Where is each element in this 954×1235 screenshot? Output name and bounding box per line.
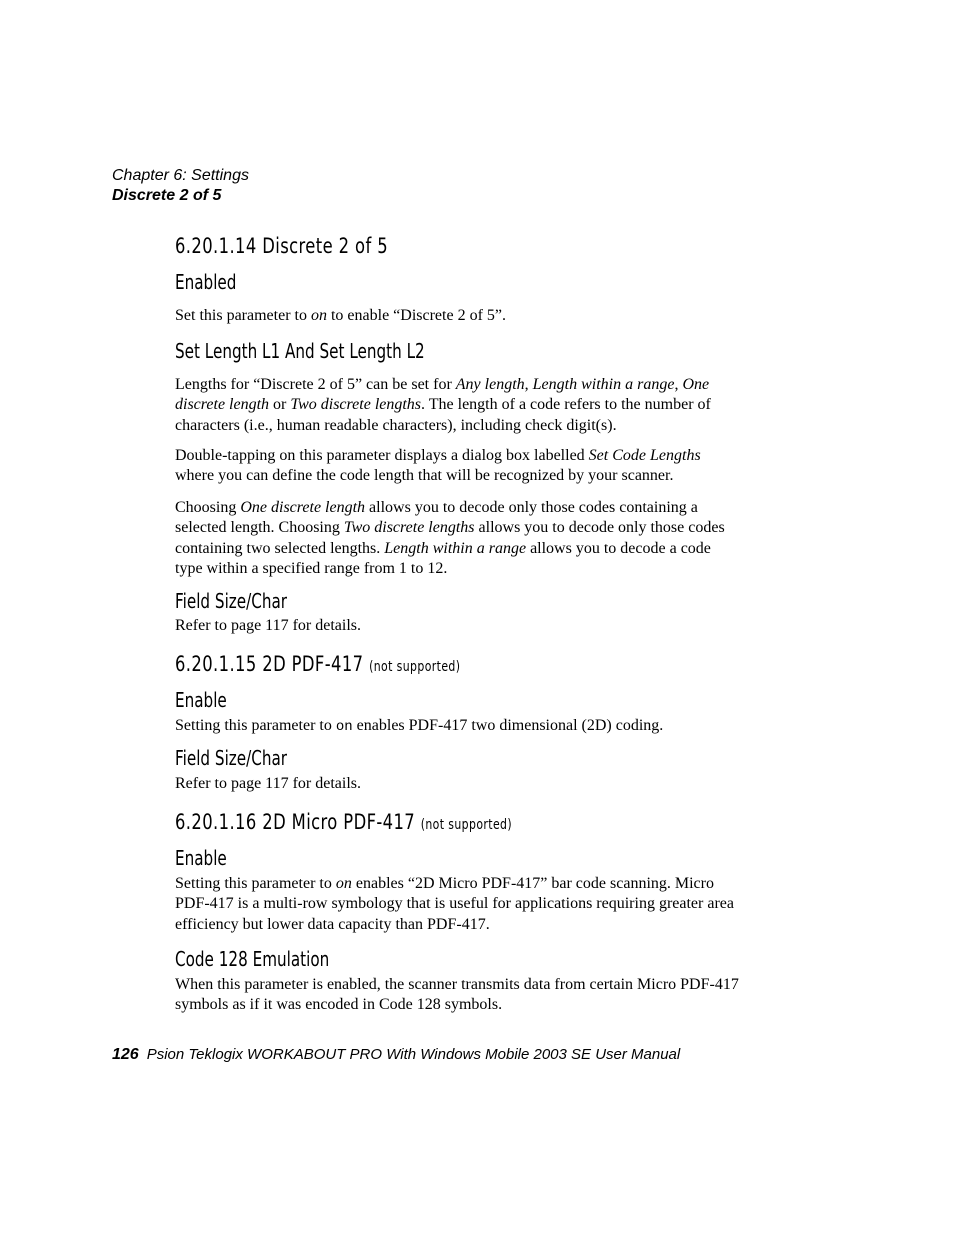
not-supported-note: (not supported) [420, 817, 513, 833]
subheading-enable: Enable [175, 846, 227, 870]
subheading-enable: Enable [175, 688, 227, 712]
subheading-field-size: Field Size/Char [175, 746, 288, 770]
paragraph-set-length-2: Double-tapping on this parameter displays a dialog box labelled Set Code Lengths where you can define the code length that will be recognized by your scanner. [175, 447, 701, 485]
section-title: 6.20.1.14 Discrete 2 of 5 [175, 234, 389, 258]
section-heading-6-20-1-15: 6.20.1.15 2D PDF-417 (not supported) [175, 652, 461, 676]
not-supported-note: (not supported) [369, 659, 461, 675]
section-heading-6-20-1-16: 6.20.1.16 2D Micro PDF-417 (not supported) [175, 810, 513, 834]
page-footer [112, 1046, 680, 1064]
manual-title: Psion Teklogix WORKABOUT PRO With Windows Mobile 2003 SE User Manual [146, 1046, 681, 1063]
subheading-field-size: Field Size/Char [175, 589, 288, 613]
subheading-enabled: Enabled [175, 270, 237, 294]
paragraph-enable-micro-pdf417: Setting this parameter to on enables “2D Micro PDF-417” bar code scanning. Micro PDF-417 is a multi-row symbology that is useful for applications requiring greater area efficiency but lower data capacity than PDF-417. [175, 875, 734, 933]
paragraph-set-length-3: Choosing One discrete length allows you to decode only those codes containing a selected length. Choosing Two discrete lengths allows you to decode only those codes containing two selected lengths. Length within a range allows you to decode a code type within a specified range from 1 to 12. [175, 499, 725, 577]
subheading-set-length: Set Length L1 And Set Length L2 [175, 339, 425, 363]
paragraph-set-length-1: Lengths for “Discrete 2 of 5” can be set for Any length, Length within a range, One discrete length or Two discrete lengths. The length of a code refers to the number of characters (i.e., human readable characters), including check digit(s). [175, 376, 711, 434]
paragraph-code128-emulation: When this parameter is enabled, the scanner transmits data from certain Micro PDF-417 symbols as if it was encoded in Code 128 symbols. [175, 976, 739, 1014]
running-header-section: Discrete 2 of 5 [112, 187, 222, 204]
section-heading-6-20-1-14 [175, 234, 388, 258]
running-header-chapter: Chapter 6: Settings [112, 167, 249, 184]
paragraph-enable-pdf417: Setting this parameter to on enables PDF-417 two dimensional (2D) coding. [175, 717, 664, 735]
paragraph-field-size: Refer to page 117 for details. [175, 775, 362, 792]
page-number: 126 [112, 1046, 139, 1063]
paragraph-enabled: Set this parameter to on to enable “Discrete 2 of 5”. [175, 307, 506, 324]
subheading-code128-emulation: Code 128 Emulation [175, 947, 330, 971]
paragraph-field-size: Refer to page 117 for details. [175, 617, 362, 634]
